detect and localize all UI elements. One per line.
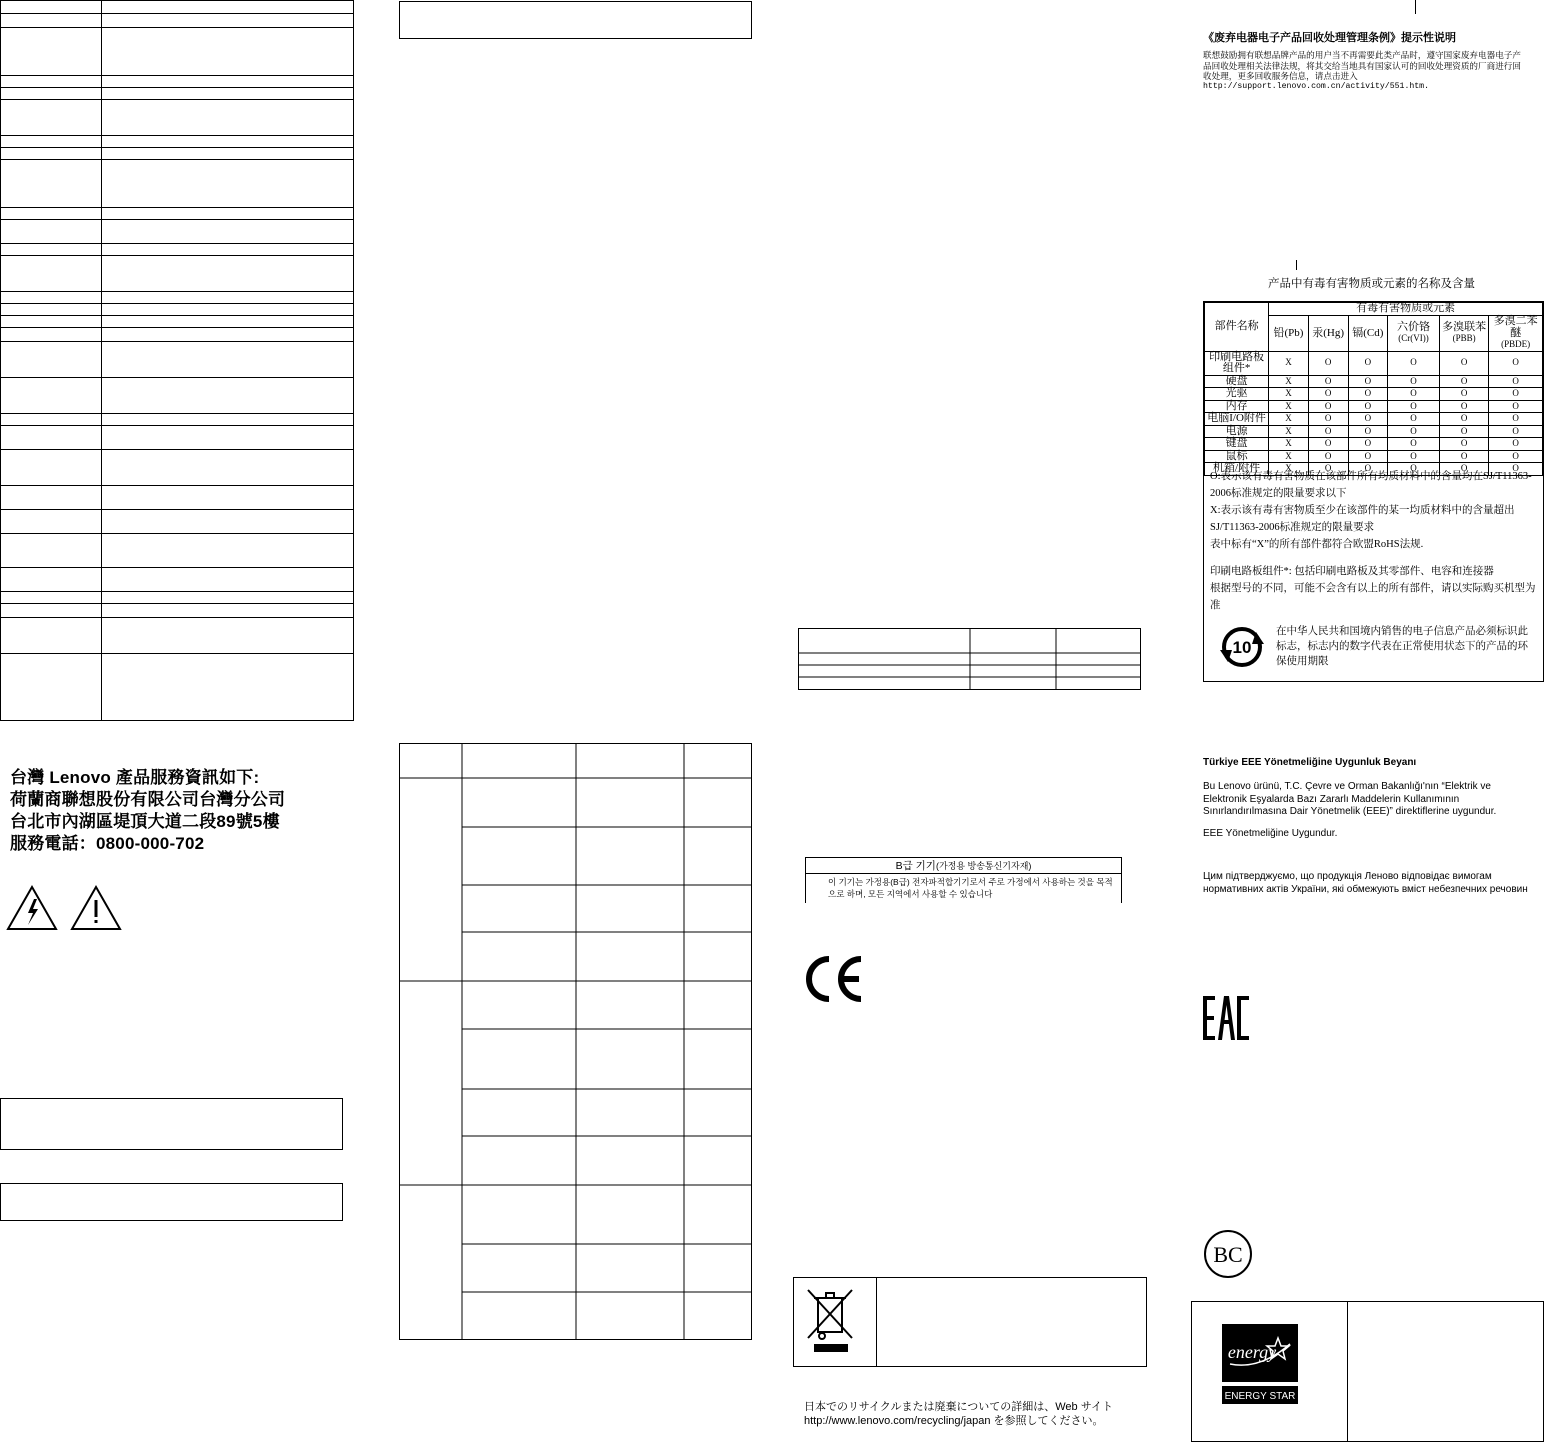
rohs-substance-header <box>1308 316 1348 352</box>
table-row-divider <box>1 243 353 244</box>
energy-script-text: energy <box>1227 1342 1277 1362</box>
rohs-cell: X <box>1269 375 1309 388</box>
china-weee-text: 联想鼓励拥有联想品牌产品的用户当不再需要此类产品时，遵守国家废弃电器电子产品回收处理相关法律法规，将其交给当地具有国家认可的回收处理资质的厂商进行回收处理，更多回收服务信息，请点击进入 <box>1203 50 1521 81</box>
table-row-divider <box>1 315 353 316</box>
warning-symbols <box>6 885 122 933</box>
rohs-group-header: 有毒有害物质或元素 <box>1269 303 1543 316</box>
rohs-cell: X <box>1269 463 1309 476</box>
rohs-cell: O <box>1308 375 1348 388</box>
rohs-table-title: 产品中有毒有害物质或元素的名称及含量 <box>1268 278 1475 290</box>
weee-box-divider <box>876 1278 877 1366</box>
table-row <box>1205 438 1543 451</box>
rohs-notes <box>1210 468 1540 614</box>
rohs-substance-formula: (PBB) <box>1452 333 1476 344</box>
rohs-cell: O <box>1439 375 1489 388</box>
rohs-part-name: 机箱/附件 <box>1205 463 1269 476</box>
table-row-divider <box>1 87 353 88</box>
table-row <box>1205 450 1543 463</box>
turkey-eee-title: Türkiye EEE Yönetmeliğine Uygunluk Beyanı <box>1203 757 1417 768</box>
rohs-cell: O <box>1348 375 1388 388</box>
service-phone-label: 服務電話： <box>10 834 96 853</box>
eac-mark-icon <box>1203 995 1249 1041</box>
rohs-cell: O <box>1489 375 1543 388</box>
table-row-divider <box>1 219 353 220</box>
rohs-table-body <box>1205 351 1543 475</box>
rohs-cell: X <box>1269 438 1309 451</box>
rohs-cell: O <box>1308 425 1348 438</box>
rohs-cell: O <box>1348 438 1388 451</box>
electric-shock-warning-icon <box>8 887 56 929</box>
rohs-cell: O <box>1439 413 1489 426</box>
rohs-cell: O <box>1388 413 1440 426</box>
left-spec-table <box>0 0 354 721</box>
energy-star-box <box>1191 1301 1544 1442</box>
table-row-divider <box>1 591 353 592</box>
rohs-cell: O <box>1388 400 1440 413</box>
rohs-part-name: 内存 <box>1205 400 1269 413</box>
energy-star-label: ENERGY STAR <box>1224 1391 1296 1402</box>
rohs-part-name: 硬盘 <box>1205 375 1269 388</box>
rohs-note-pcb: 印刷电路板组件*: 包括印刷电路板及其零部件、电容和连接器 <box>1210 566 1494 577</box>
rohs-substance-name: 多溴联苯 <box>1442 320 1487 333</box>
rohs-part-name: 电源 <box>1205 425 1269 438</box>
korea-class-b-text: 이 기기는 가정용(B급) 전자파적합기기로서 주로 가정에서 사용하는 것을 목적으로 하며, 모든 지역에서 사용할 수 있습니다 <box>828 877 1113 899</box>
rohs-cell: X <box>1269 388 1309 401</box>
rohs-part-name: 电脑I/O附件 <box>1205 413 1269 426</box>
rohs-cell: O <box>1348 351 1388 375</box>
rohs-substance-name: 多溴二苯醚 <box>1493 315 1538 339</box>
energy-star-divider <box>1347 1302 1348 1441</box>
rohs-cell: O <box>1308 450 1348 463</box>
middle-grid-table <box>399 743 752 1340</box>
rohs-note-x: X:表示该有毒有害物质至少在该部件的某一均质材料中的含量超出SJ/T11363-2006标准规定的限量要求 <box>1210 505 1515 533</box>
rohs-substance-header <box>1348 316 1388 352</box>
rohs-cell: O <box>1489 463 1543 476</box>
table-row-divider <box>1 303 353 304</box>
ukraine-rohs-text: Цим підтверджуємо, що продукція Леново відповідає вимогам нормативних актів України, які обмежують вміст небезпечних речовин <box>1203 871 1528 895</box>
small-grid-table <box>798 628 1141 690</box>
rohs-cell: O <box>1388 463 1440 476</box>
table-row-divider <box>1 99 353 100</box>
taiwan-service-line-4 <box>10 829 204 854</box>
crossed-out-bin-icon <box>804 1286 860 1356</box>
table-row-divider <box>1 27 353 28</box>
rohs-substance-name: 汞(Hg) <box>1312 326 1345 339</box>
rohs-part-name: 光驱 <box>1205 388 1269 401</box>
rohs-substance-formula: (Cr(VI)) <box>1398 333 1429 344</box>
table-column-divider <box>101 1 102 720</box>
table-row-divider <box>1 75 353 76</box>
rohs-substance-header <box>1269 316 1309 352</box>
rohs-cell: X <box>1269 425 1309 438</box>
rohs-substance-header <box>1439 316 1489 352</box>
china-weee-url: http://support.lenovo.com.cn/activity/551.htm. <box>1203 81 1430 91</box>
rohs-cell: O <box>1439 400 1489 413</box>
rohs-cell: O <box>1489 438 1543 451</box>
rohs-substance-table-box <box>1203 301 1544 682</box>
rohs-cell: O <box>1308 388 1348 401</box>
taiwan-service-line-1: 台灣 Lenovo 產品服務資訊如下: <box>10 768 260 787</box>
rohs-cell: O <box>1388 351 1440 375</box>
table-row <box>1205 351 1543 375</box>
rohs-cell: O <box>1388 388 1440 401</box>
table-row-divider <box>1 159 353 160</box>
rohs-cell: O <box>1489 413 1543 426</box>
weee-notice-box <box>793 1277 1147 1367</box>
table-row-divider <box>1 509 353 510</box>
eac-mark-label: EAC <box>1203 995 1206 996</box>
table-row <box>1205 388 1543 401</box>
table-row-divider <box>1 485 353 486</box>
rohs-cell: O <box>1439 463 1489 476</box>
china-weee-title: 《废弃电器电子产品回收处理管理条例》提示性说明 <box>1203 32 1456 44</box>
table-row-divider <box>1 653 353 654</box>
table-row-divider <box>1 617 353 618</box>
rohs-cell: X <box>1269 400 1309 413</box>
rohs-substance-name: 铅(Pb) <box>1273 326 1304 339</box>
rohs-cell: O <box>1388 438 1440 451</box>
empty-notice-box-1 <box>0 1098 343 1150</box>
rohs-substance-table <box>1204 302 1543 476</box>
table-row <box>1205 400 1543 413</box>
rohs-cell: O <box>1439 425 1489 438</box>
rohs-cell: O <box>1439 438 1489 451</box>
table-row-divider <box>1 603 353 604</box>
taiwan-service-line-2: 荷蘭商聯想股份有限公司台灣分公司 <box>10 790 286 809</box>
rohs-substance-name: 镉(Cd) <box>1352 326 1384 339</box>
rohs-cell: O <box>1489 400 1543 413</box>
crop-mark <box>1415 0 1416 14</box>
rohs-cell: O <box>1308 413 1348 426</box>
china-weee-body <box>1203 50 1525 92</box>
rohs-note-o: O:表示该有毒有害物质在该部件所有均质材料中的含量均在SJ/T11363-2006标准规定的限量要求以下 <box>1210 471 1532 499</box>
rohs-substance-header <box>1388 316 1440 352</box>
rohs-cell: O <box>1388 450 1440 463</box>
empty-notice-box-3 <box>399 1 752 39</box>
table-row-divider <box>1 377 353 378</box>
rohs-cell: O <box>1348 425 1388 438</box>
korea-title-sub: (가정용 방송통신기자재) <box>935 861 1032 871</box>
rohs-part-name: 印刷电路板组件* <box>1205 351 1269 375</box>
turkey-eee-body: Bu Lenovo ürünü, T.C. Çevre ve Orman Bakanlığı'nın “Elektrik ve Elektronik Eşyalarda Bazı Zararlı Maddelerin Kullanımının Sınırlandırılmasına Dair Yönetmelik (EEE)” direktiflerine uygundur. <box>1203 781 1497 817</box>
rohs-part-name: 键盘 <box>1205 438 1269 451</box>
energy-star-logo-icon <box>1222 1324 1298 1404</box>
table-row <box>1205 375 1543 388</box>
rohs-cell: O <box>1308 351 1348 375</box>
table-row-divider <box>1 255 353 256</box>
efup-number: 10 <box>1232 638 1252 657</box>
rohs-cell: O <box>1308 438 1348 451</box>
rohs-note-eu: 表中标有“X”的所有部件都符合欧盟RoHS法规. <box>1210 539 1424 550</box>
ce-mark-icon <box>803 955 865 1003</box>
rohs-cell: O <box>1348 450 1388 463</box>
rohs-cell: X <box>1269 450 1309 463</box>
rohs-cell: O <box>1348 400 1388 413</box>
korea-title-main: B급 기기 <box>895 860 936 872</box>
bc-mark-label: BC <box>1213 1242 1243 1267</box>
table-row-divider <box>1 147 353 148</box>
efup-10-year-icon <box>1216 624 1268 670</box>
table-row-divider <box>1 327 353 328</box>
table-row-divider <box>1 533 353 534</box>
table-row-divider <box>1 449 353 450</box>
japan-recycling-line-1: 日本でのリサイクルまたは廃棄についての詳細は、Web サイト <box>804 1401 1113 1413</box>
table-row-divider <box>1 341 353 342</box>
table-row-divider <box>1 291 353 292</box>
table-row-divider <box>1 135 353 136</box>
ce-mark-label: CE <box>803 955 805 956</box>
rohs-substance-name: 六价铬 <box>1396 320 1430 333</box>
table-row <box>1205 425 1543 438</box>
rohs-substance-header <box>1489 316 1543 352</box>
rohs-cell: O <box>1489 388 1543 401</box>
rohs-part-header: 部件名称 <box>1205 303 1269 352</box>
rohs-cell: O <box>1348 388 1388 401</box>
taiwan-service-line-3: 台北市內湖區堤頂大道二段89號5樓 <box>10 812 280 831</box>
rohs-cell: O <box>1439 388 1489 401</box>
turkey-eee-footer: EEE Yönetmeliğine Uygundur. <box>1203 828 1338 839</box>
rohs-note-config: 根据型号的不同，可能不会含有以上的所有部件，请以实际购买机型为准 <box>1210 583 1536 611</box>
table-row-divider <box>1 425 353 426</box>
caution-warning-icon <box>72 887 120 929</box>
rohs-cell: O <box>1489 425 1543 438</box>
rohs-cell: X <box>1269 351 1309 375</box>
rohs-cell: O <box>1388 375 1440 388</box>
rohs-cell: O <box>1388 425 1440 438</box>
rohs-cell: O <box>1348 463 1388 476</box>
rohs-cell: O <box>1489 450 1543 463</box>
table-row-divider <box>1 567 353 568</box>
rohs-cell: O <box>1439 450 1489 463</box>
table-row-divider <box>1 13 353 14</box>
rohs-cell: O <box>1308 400 1348 413</box>
rohs-substance-formula: (PBDE) <box>1501 339 1531 349</box>
table-row-divider <box>1 207 353 208</box>
small-grid-lines <box>798 628 1141 690</box>
rohs-cell: O <box>1489 351 1543 375</box>
service-phone-number: 0800-000-702 <box>96 834 205 853</box>
efup-text: 在中华人民共和国境内销售的电子信息产品必须标识此标志，标志内的数字代表在正常使用状态下的产品的环保使用期限 <box>1276 626 1528 667</box>
rohs-cell: X <box>1269 413 1309 426</box>
rohs-cell: O <box>1439 351 1489 375</box>
rohs-part-name: 鼠标 <box>1205 450 1269 463</box>
bc-battery-charger-icon <box>1203 1229 1253 1279</box>
korea-class-b-notice <box>805 857 1122 903</box>
table-row-divider <box>1 413 353 414</box>
crop-mark-2 <box>1296 260 1297 270</box>
japan-recycling-notice <box>804 1400 1113 1428</box>
middle-grid-lines <box>399 743 752 1340</box>
rohs-cell: O <box>1348 413 1388 426</box>
table-row <box>1205 413 1543 426</box>
japan-recycling-url: http://www.lenovo.com/recycling/japan を参照してください。 <box>804 1415 1104 1427</box>
empty-notice-box-2 <box>0 1183 343 1221</box>
korea-class-b-title <box>806 858 1121 874</box>
rohs-cell: O <box>1308 463 1348 476</box>
